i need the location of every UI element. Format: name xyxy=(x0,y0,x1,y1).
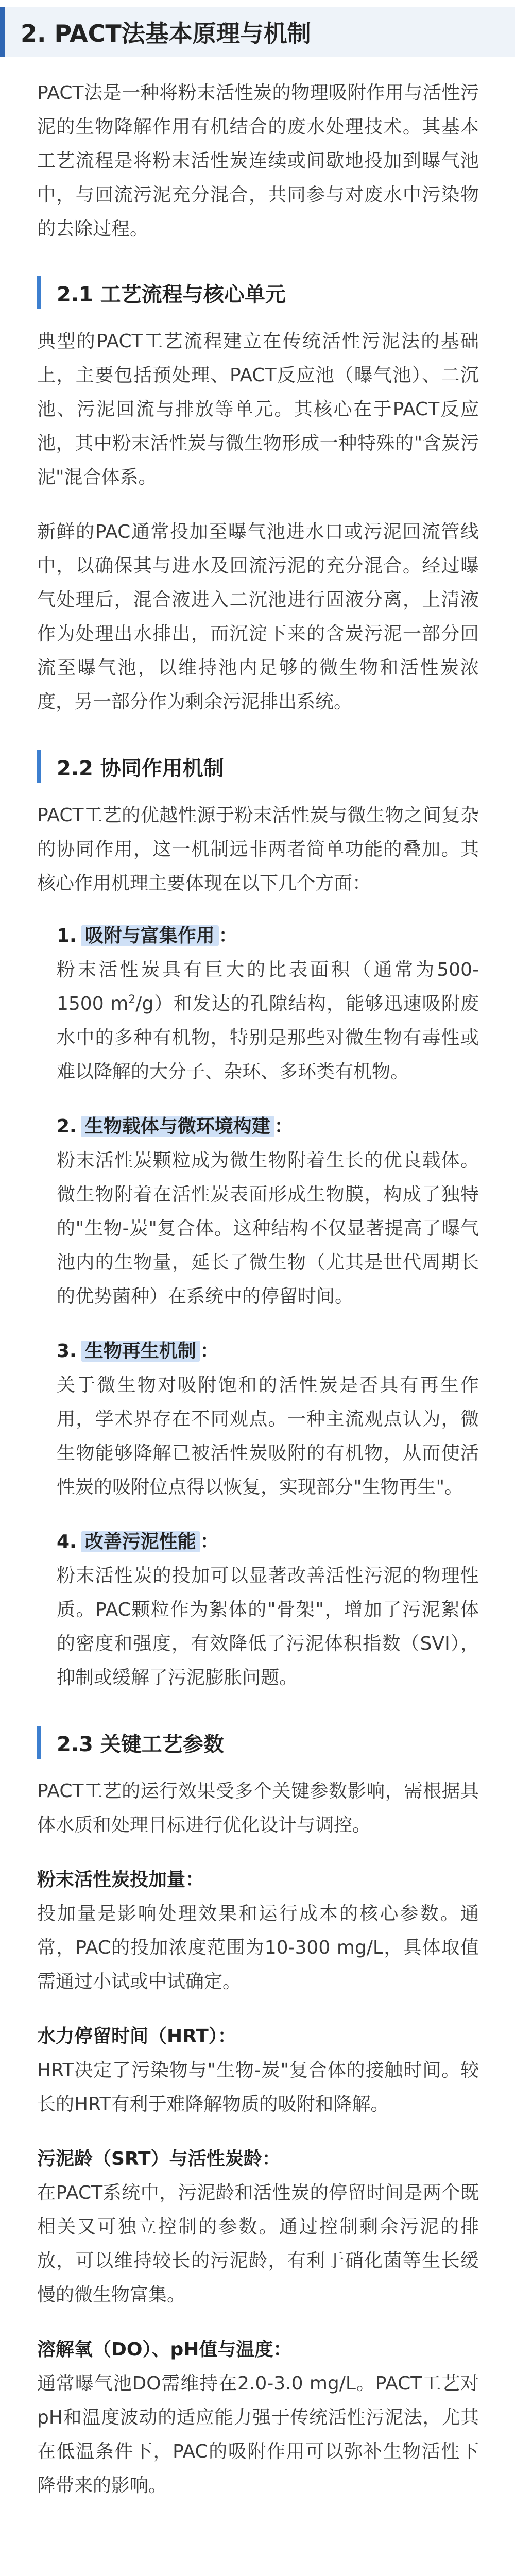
param-body: 投加量是影响处理效果和运行成本的核心参数。通常，PAC的投加浓度范围为10-300 mg/L，具体取值需通过小试或中试确定。 xyxy=(37,1903,479,1992)
param-block xyxy=(0,1863,515,1999)
param-block xyxy=(0,2142,515,2312)
list-item-heading xyxy=(57,919,479,953)
paragraph: 新鲜的PAC通常投加至曝气池进水口或污泥回流管线中，以确保其与进水及回流污泥的充分混合。经过曝气处理后，混合液进入二沉池进行固液分离，上清液作为处理出水排出，而沉淀下来的含炭污泥一部分回流至曝气池，以维持池内足够的微生物和活性炭浓度，另一部分作为剩余污泥排出系统。 xyxy=(37,521,479,713)
list-item-body: 粉末活性炭具有巨大的比表面积（通常为500-1500 $m^2/g$）和发达的孔隙结构，能够迅速吸附废水中的多种有机物，特别是那些对微生物有毒性或难以降解的大分子、杂环、多环类有机物。 xyxy=(57,959,479,1082)
param-body: HRT决定了污染物与"生物-炭"复合体的接触时间。较长的HRT有利于难降解物质的吸附和降解。 xyxy=(37,2060,479,2115)
list-number: 3. xyxy=(57,1341,77,1362)
list-item-body: 粉末活性炭的投加可以显著改善活性污泥的物理性质。PAC颗粒作为絮体的"骨架"，增加了污泥絮体的密度和强度，有效降低了污泥体积指数（SVI），抑制或缓解了污泥膨胀问题。 xyxy=(57,1565,479,1688)
list-number: 4. xyxy=(57,1531,77,1552)
colon: ： xyxy=(274,1116,293,1137)
colon: ： xyxy=(218,925,237,946)
list-item-heading xyxy=(57,1334,479,1368)
param-title: 污泥龄（SRT）与活性炭龄： xyxy=(37,2148,281,2170)
paragraph: PACT法是一种将粉末活性炭的物理吸附作用与活性污泥的生物降解作用有机结合的废水处理技术。其基本工艺流程是将粉末活性炭连续或间歇地投加到曝气池中，与回流污泥充分混合，共同参与对废水中污染物的去除过程。 xyxy=(37,82,479,240)
list-item-body: 关于微生物对吸附饱和的活性炭是否具有再生作用，学术界存在不同观点。一种主流观点认为，微生物能够降解已被活性炭吸附的有机物，从而使活性炭的吸附位点得以恢复，实现部分"生物再生"。 xyxy=(57,1375,479,1498)
list-item-body: 粉末活性炭颗粒成为微生物附着生长的优良载体。微生物附着在活性炭表面形成生物膜，构成了独特的"生物-炭"复合体。这种结构不仅显著提高了曝气池内的生物量，延长了微生物（尤其是世代周期长的优势菌种）在系统中的停留时间。 xyxy=(57,1150,479,1307)
section-heading-text: 2. PACT法基本原理与机制 xyxy=(21,20,311,47)
param-title: 水力停留时间（HRT）： xyxy=(37,2026,236,2047)
list-item xyxy=(57,1110,479,1314)
param-body: 通常曝气池DO需维持在2.0-3.0 mg/L。PACT工艺对pH和温度波动的适应能力强于传统活性污泥法，尤其在低温条件下，PAC的吸附作用可以弥补生物活性下降带来的影响。 xyxy=(37,2373,479,2496)
paragraph: PACT工艺的优越性源于粉末活性炭与微生物之间复杂的协同作用，这一机制远非两者简单功能的叠加。其核心作用机理主要体现在以下几个方面： xyxy=(37,805,479,894)
subsection-heading xyxy=(37,750,515,783)
subsection-heading-text: 2.2 协同作用机制 xyxy=(57,756,224,781)
list-item xyxy=(57,1334,479,1504)
subsection-heading xyxy=(37,276,515,309)
subsection-heading-text: 2.1 工艺流程与核心单元 xyxy=(57,282,286,307)
list-number: 2. xyxy=(57,1116,77,1137)
param-title: 溶解氧（DO）、pH值与温度： xyxy=(37,2339,292,2360)
highlight-term: 吸附与富集作用 xyxy=(81,925,219,946)
highlight-term: 生物再生机制 xyxy=(81,1341,200,1362)
list-number: 1. xyxy=(57,925,77,946)
list-item xyxy=(57,919,479,1089)
highlight-term: 生物载体与微环境构建 xyxy=(81,1116,274,1137)
subsection-heading xyxy=(37,1726,515,1759)
subsection-heading-text: 2.3 关键工艺参数 xyxy=(57,1732,224,1756)
param-block xyxy=(0,2333,515,2503)
param-block xyxy=(0,2020,515,2122)
list-item xyxy=(57,1525,479,1695)
section-heading xyxy=(0,7,515,57)
list-item-heading xyxy=(57,1110,479,1144)
colon: ： xyxy=(200,1531,219,1552)
colon: ： xyxy=(200,1341,219,1362)
param-title: 粉末活性炭投加量： xyxy=(37,1869,204,1890)
paragraph: PACT工艺的运行效果受多个关键参数影响，需根据具体水质和处理目标进行优化设计与调控。 xyxy=(37,1781,479,1836)
paragraph: 典型的PACT工艺流程建立在传统活性污泥法的基础上，主要包括预处理、PACT反应池（曝气池）、二沉池、污泥回流与排放等单元。其核心在于PACT反应池，其中粉末活性炭与微生物形成一种特殊的"含炭污泥"混合体系。 xyxy=(37,331,479,488)
param-body: 在PACT系统中，污泥龄和活性炭的停留时间是两个既相关又可独立控制的参数。通过控制剩余污泥的排放，可以维持较长的污泥龄，有利于硝化菌等生长缓慢的微生物富集。 xyxy=(37,2182,479,2306)
list-item-heading xyxy=(57,1525,479,1559)
highlight-term: 改善污泥性能 xyxy=(81,1531,200,1552)
